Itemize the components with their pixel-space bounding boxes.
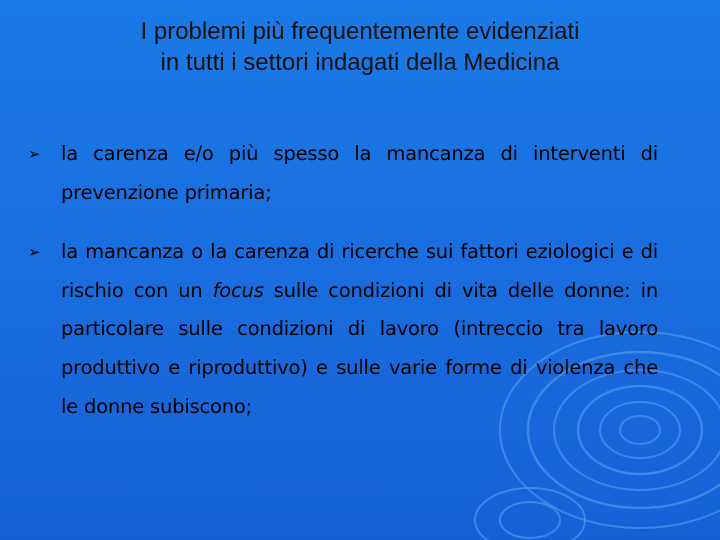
bullet-text-emphasis: focus <box>212 278 264 302</box>
bullet-text-after: sulle condizioni di vita delle donne: in particolare sulle condizioni di lavoro (intreccio tra lavoro produttivo e riproduttivo) e sulle varie forme di violenza che le donne subiscono; <box>61 278 658 418</box>
arrow-bullet-icon: ➢ <box>28 145 41 163</box>
slide-title-line-2: in tutti i settori indagati della Medicina <box>160 49 560 76</box>
slide-title-line-1: I problemi più frequentemente evidenziati <box>140 18 580 45</box>
bullet-text: la carenza e/o più spesso la mancanza di interventi di prevenzione primaria; <box>61 142 658 204</box>
bullet-item-prevention <box>28 135 658 212</box>
bullet-text-before: la mancanza o la carenza di ricerche sui fattori eziologici e di rischio con un <box>61 240 658 302</box>
bullet-list <box>28 135 658 426</box>
arrow-bullet-icon: ➢ <box>28 243 41 262</box>
bullet-item-research <box>28 233 658 426</box>
slide-title <box>60 16 660 78</box>
